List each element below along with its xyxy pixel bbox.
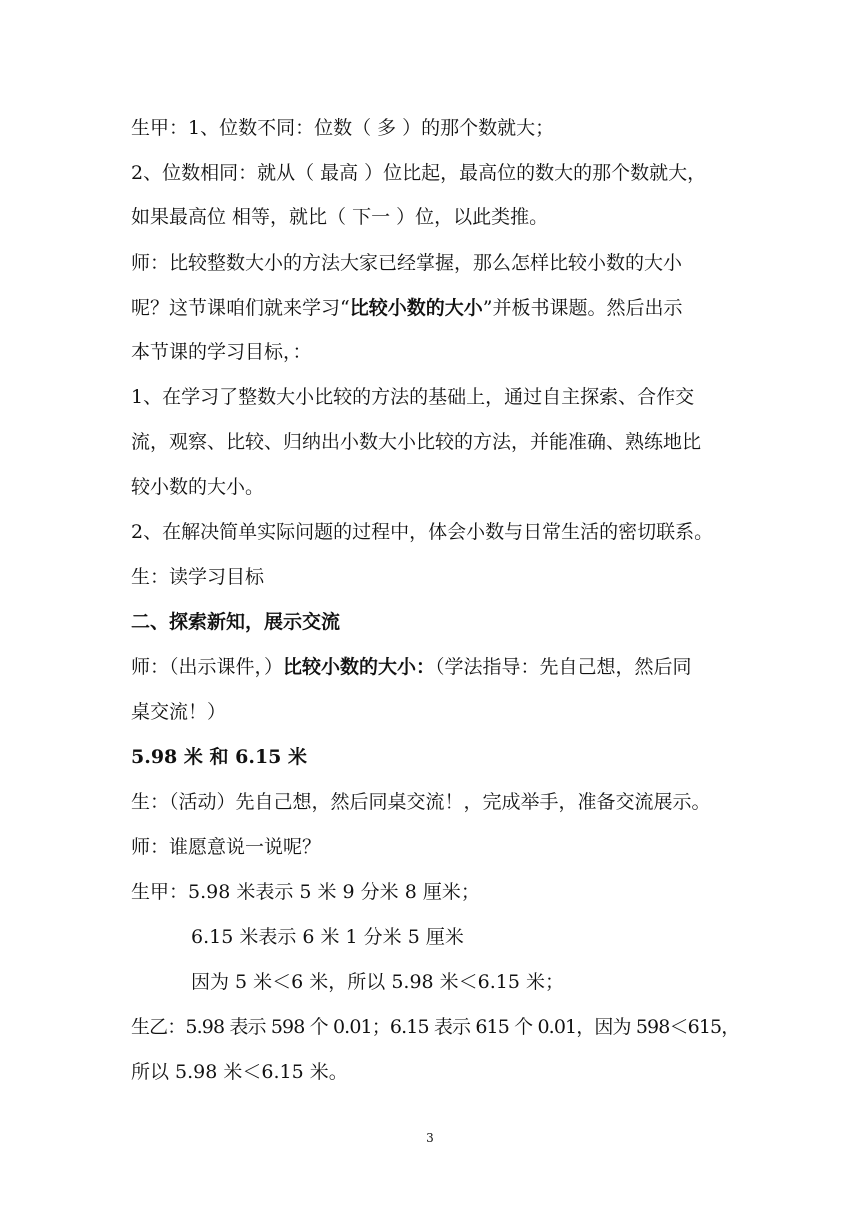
text-line [131,386,694,408]
text-line [131,1016,739,1038]
text-line [131,431,701,453]
text-line-indented [191,926,464,948]
text-line [131,881,480,903]
text-line [131,656,692,678]
text-line [131,521,713,543]
text-span: 2、在解决简单实际问题的过程中，体会小数与日常生活的密切联系。 [131,521,714,543]
text-line [131,791,711,813]
text-span: 2、位数相同：就从（ 最高 ）位比起，最高位的数大的那个数就大， [131,162,707,184]
text-line [131,701,226,723]
text-line [131,836,321,858]
text-line [131,252,682,274]
activity-title-inline: 比较小数的大小： [283,656,436,678]
text-span: ”并板书课题。然后出示 [482,297,683,319]
text-span: 生：（活动）先自己想，然后同桌交流！，完成举手，准备交流展示。 [131,791,711,813]
text-line [131,476,264,498]
text-span: 师：谁愿意说一说呢？ [131,836,322,858]
text-span: 生乙：5.98 表示 598 个 0.01；6.15 表示 615 个 0.01，因为 598＜615， [131,1016,740,1038]
text-span: 5.98 米 和 6.15 米 [131,746,308,768]
page-number: 3 [426,1131,434,1145]
problem-statement [131,746,307,768]
text-span: 6.15 米表示 6 米 1 分米 5 厘米 [191,926,464,948]
text-span: 生：读学习目标 [131,566,265,588]
text-span: 师：（出示课件，） [131,656,284,678]
text-span: 桌交流！） [131,701,227,723]
text-line [131,297,682,319]
text-span: 本节课的学习目标，： [131,341,312,363]
text-span: 流，观察、比较、归纳出小数大小比较的方法，并能准确、熟练地比 [131,431,702,453]
text-line [131,117,554,139]
text-span: 1、在学习了整数大小比较的方法的基础上，通过自主探索、合作交 [131,386,695,408]
text-span: （学法指导：先自己想，然后同 [435,656,692,678]
text-span: 因为 5 米＜6 米，所以 5.98 米＜6.15 米； [191,971,565,993]
text-line [131,162,706,184]
text-span: 生甲：5.98 米表示 5 米 9 分米 8 厘米； [131,881,480,903]
text-span: 师：比较整数大小的方法大家已经掌握，那么怎样比较小数的大小 [131,252,683,274]
text-span: 如果最高位 相等，就比（ 下一 ）位，以此类推。 [131,206,549,228]
lesson-title-inline: 比较小数的大小 [349,297,483,319]
text-line [131,1061,348,1083]
text-span: 所以 5.98 米＜6.15 米。 [131,1061,348,1083]
text-span: 生甲：1、位数不同：位数（ 多 ）的那个数就大； [131,117,555,139]
text-span: 呢？这节课咱们就来学习“ [131,297,350,319]
text-line [131,566,264,588]
text-line-indented [191,971,564,993]
text-line [131,206,548,228]
text-span: 较小数的大小。 [131,476,265,498]
section-heading [131,611,340,633]
text-span: 二、探索新知，展示交流 [131,611,341,633]
text-line [131,341,312,363]
